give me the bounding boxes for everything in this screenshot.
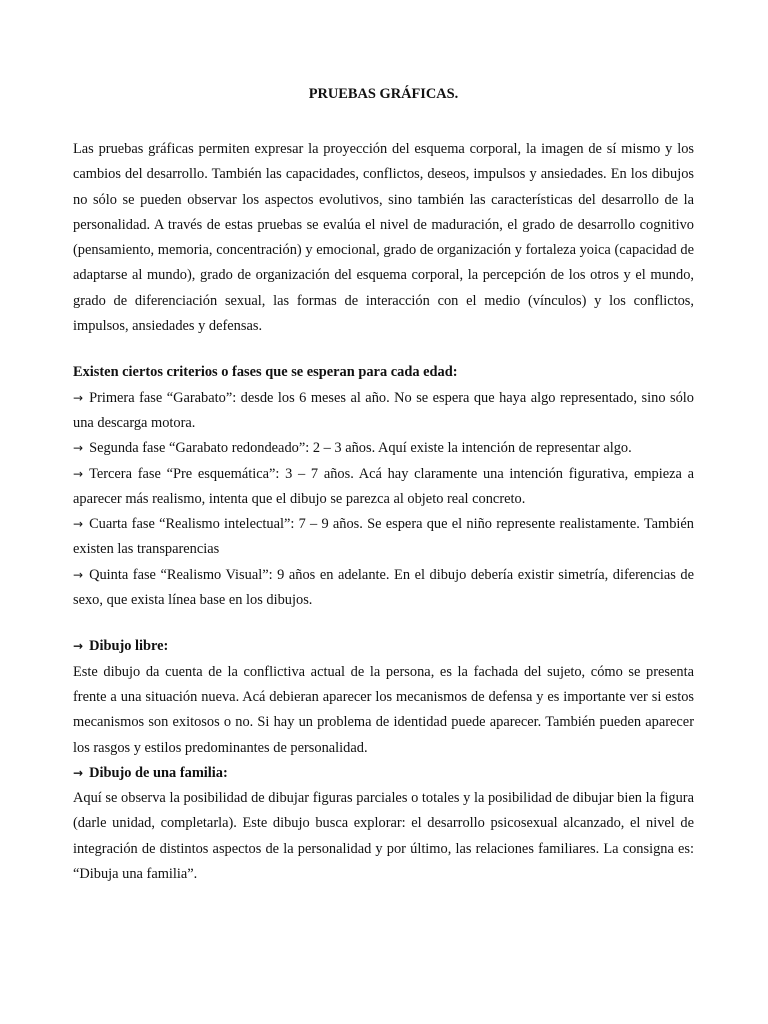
family-drawing-paragraph: Aquí se observa la posibilidad de dibujar figuras parciales o totales y la posibilidad de dibujar bien la figura (darle unidad, completarla). Este dibujo busca explorar: el desarrollo psicosexual alcanzado, el nivel de integración de distintos aspectos de la personalidad y por último, las relaciones familiares. La consigna es: “Dibuja una familia”. xyxy=(73,790,694,883)
phase-item xyxy=(73,436,694,461)
document-title: PRUEBAS GRÁFICAS. xyxy=(308,86,459,102)
arrow-right-icon: → xyxy=(73,441,84,456)
family-drawing-heading-text: Dibujo de una familia: xyxy=(89,764,228,781)
phase-text: Segunda fase “Garabato redondeado”: 2 – 3 años. Aquí existe la intención de representar algo. xyxy=(89,440,632,457)
phase-text: Cuarta fase “Realismo intelectual”: 7 – 9 años. Se espera que el niño represente realistamente. También existen las transparencias xyxy=(73,516,694,558)
phase-item xyxy=(73,386,694,437)
family-drawing-heading xyxy=(73,761,694,786)
phase-item xyxy=(73,512,694,563)
arrow-right-icon: → xyxy=(73,639,84,654)
arrow-right-icon: → xyxy=(73,466,84,481)
document-body xyxy=(73,84,694,887)
phase-text: Primera fase “Garabato”: desde los 6 meses al año. No se espera que haya algo representado, sino sólo una descarga motora. xyxy=(73,389,694,431)
free-drawing-paragraph: Este dibujo da cuenta de la conflictiva actual de la persona, es la fachada del sujeto, cómo se presenta frente a una situación nueva. Acá debieran aparecer los mecanismos de defensa y es importante ver si estos mecanismos son exitosos o no. Si hay un problema de identidad puede aparecer. También pueden aparecer los rasgos y estilos predominantes de personalidad. xyxy=(73,663,694,756)
arrow-right-icon: → xyxy=(73,517,84,532)
phase-item xyxy=(73,563,694,614)
phase-item xyxy=(73,462,694,513)
arrow-right-icon: → xyxy=(73,390,84,405)
spacer xyxy=(73,104,694,137)
free-drawing-heading xyxy=(73,634,694,659)
phases-heading: Existen ciertos criterios o fases que se esperan para cada edad: xyxy=(73,364,458,381)
intro-paragraph: Las pruebas gráficas permiten expresar la proyección del esquema corporal, la imagen de sí mismo y los cambios del desarrollo. También las capacidades, conflictos, deseos, impulsos y ansiedades. En los dibujos no sólo se pueden observar los aspectos evolutivos, sino también las características del desarrollo de la personalidad. A través de estas pruebas se evalúa el nivel de maduración, el grado de desarrollo cognitivo (pensamiento, memoria, concentración) y emocional, grado de organización y fortaleza yoica (capacidad de adaptarse al mundo), grado de organización del esquema corporal, la percepción de los otros y el mundo, grado de diferenciación sexual, las formas de interacción con el medio (vínculos) y los conflictos, impulsos, ansiedades y defensas. xyxy=(73,141,694,335)
phase-text: Quinta fase “Realismo Visual”: 9 años en adelante. En el dibujo debería existir simetría, diferencias de sexo, que exista línea base en los dibujos. xyxy=(73,566,694,609)
arrow-right-icon: → xyxy=(73,567,84,582)
arrow-right-icon: → xyxy=(73,765,84,780)
spacer xyxy=(73,613,694,634)
free-drawing-heading-text: Dibujo libre: xyxy=(89,638,169,655)
spacer xyxy=(73,339,694,360)
phase-text: Tercera fase “Pre esquemática”: 3 – 7 años. Acá hay claramente una intención figurativa, empieza a aparecer más realismo, intenta que el dibujo se parezca al objeto real concreto. xyxy=(73,465,694,507)
